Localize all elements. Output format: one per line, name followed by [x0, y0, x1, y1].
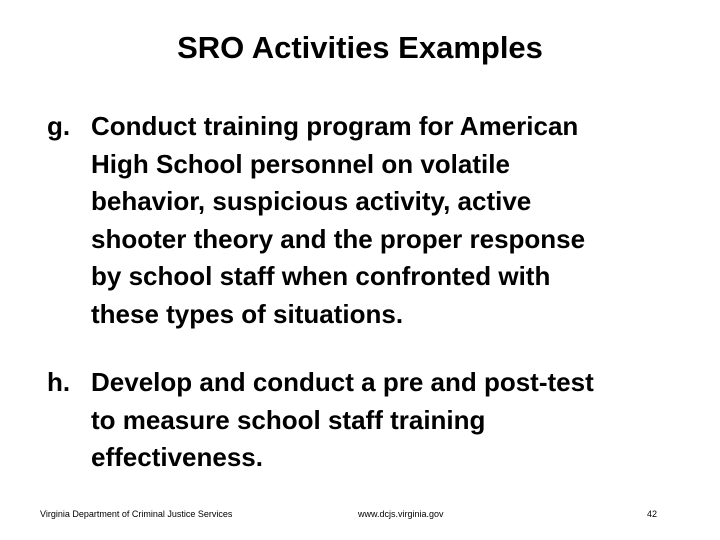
- list-item-g: [47, 108, 707, 333]
- list-item-text-line: to measure school staff training: [91, 404, 486, 435]
- list-item-marker: g.: [47, 111, 71, 141]
- list-item-text-line: behavior, suspicious activity, active: [91, 186, 532, 216]
- list-item-text-line: shooter theory and the proper response: [91, 223, 586, 254]
- list-item-marker: h.: [47, 367, 71, 397]
- footer-page-number: 42: [647, 509, 658, 519]
- footer-url: www.dcjs.virginia.gov: [358, 509, 444, 519]
- footer-organization: Virginia Department of Criminal Justice Services: [40, 509, 233, 519]
- list-item-text-line: by school staff when confronted with: [91, 261, 551, 291]
- slide-title: SRO Activities Examples: [177, 30, 543, 65]
- list-item-text-line: High School personnel on volatile: [91, 148, 510, 179]
- list-item-h: [47, 364, 707, 477]
- list-item-text-line: Conduct training program for American: [91, 111, 579, 141]
- list-item-text-line: effectiveness.: [91, 442, 263, 472]
- list-item-text-line: Develop and conduct a pre and post-test: [91, 367, 594, 397]
- list-item-text-line: these types of situations.: [91, 298, 404, 329]
